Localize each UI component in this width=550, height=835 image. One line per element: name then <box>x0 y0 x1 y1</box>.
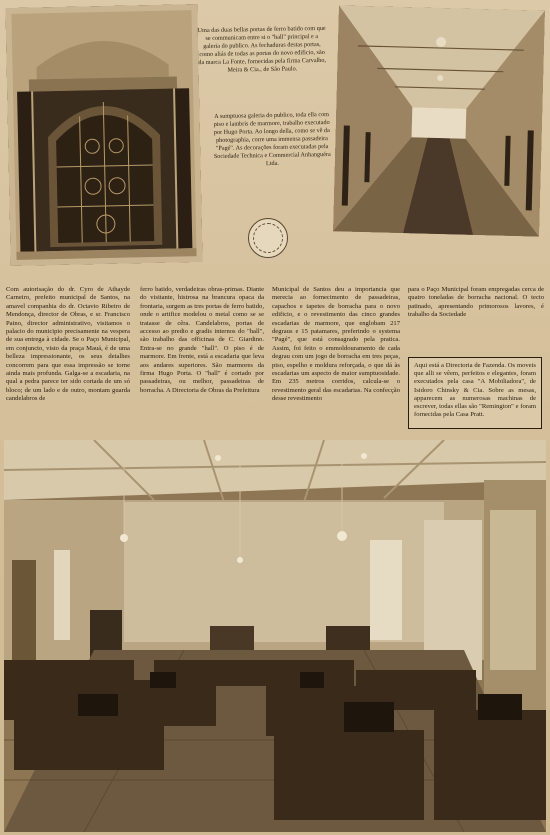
article-column-2: ferro batido, verdadeiras obras-primas. Diante do visitante, histrosa na brancura opaca da frontaria, surgem as tres portas de ferro batido, onde o artifice modelou o metal como se se tratasse de cêra. Candelabros, portas de accesso ao predio e gradis internos do "hall", são trabalho das officinas de C. Giardino. Entra-se no grande "hall". O piso é de marmore. Em frente, está a escadaria que leva aos andares superiores. São marmores da firma Hugo Porta. O "hall" é cortado por passadeiras, ou melhor, passadeiras de borracha. A Directoria de Obras da Prefeitura <box>140 286 264 394</box>
article-column-4: para o Paço Municipal foram empregadas cerca de quatro toneladas de borracha nacional. O tecto patinado, apresentando primorosos lavores, é trabalho da Sociedade <box>408 286 544 319</box>
door-caption: Uma das duas bellas portas de ferro batido com que se communicam entre si o "hall" principal e a galeria do publico. As fechaduras destas portas, como aliás de todas as portas do novo edificio, são da marca La Fonte, fornecidas pela firma Carvalho, Meira & Cia., de São Paulo. <box>197 24 327 74</box>
finance-office-photo <box>4 440 546 832</box>
iron-door-photo <box>5 4 202 266</box>
finance-office-caption: Aqui está a Directoria de Fazenda. Os moveis que alli se vêem, perfeitos e elegantes, foram executados pela casa "A Mobiliadora", de Isidoro Chinsky & Cia. Sobre as mesas, apparecem as numerosas machinas de escrever, todas ellas são "Remington" e foram fornecidas pela Casa Pratt. <box>408 357 542 429</box>
article-column-3: Municipal de Santos deu a importancia que merecia ao fornecimento de passadeiras, capachos e tapetes de borracha para o novo edificio, e o revestimento das cinco grandes escadarias de marmore, que englobam 217 degraus e 15 patamares, preferindo o systema "Pagé", que está consagrado pela pratica. Assim, foi feito o emmoldouramento de cada degrau com um jogo de borracha em tres peças, piso, espelho e moldura reforçada, o que dá às escadarias um aspecto de maior sumptuosidade. Em 235 metros corridos, calcula-se o revestimento geral das escadarias. Na confecção desse revestimento <box>272 286 400 403</box>
gallery-corridor-photo <box>333 5 545 236</box>
article-column-1: Com autorisação do dr. Cyro de Athayde Carneiro, prefeito municipal de Santos, na amavel companhia do dr. Octavio Ribeiro de Mendonça, director de Obras, e sr. Francisco Paino, director administrativo, visitamos o palacio do municipio precisamente na vespera de sua entrega à cidade. Se o Paço Municipal, em conjuncto, visto da praça Mauá, é de uma belleza impressionante, os seus detalhes concorrem para que essa impressão se torne ainda mais profunda. Galga-se a escadaria, na qual a pedra parece ter sido cortada de um só bloco; de um lado e de outro, montam guarda candelabros de <box>6 286 130 403</box>
library-stamp <box>248 218 288 258</box>
gallery-caption: A sumptuosa galeria do publico, toda ella com piso e lambris de marmore, trabalho executado por Hugo Porta. Ao longo della, como se vê da photographia, corre uma immensa passadeira "Pagé". As decorações foram executadas pela Sociedade Technica e Commercial Anhanguéra Ltda. <box>213 111 331 168</box>
